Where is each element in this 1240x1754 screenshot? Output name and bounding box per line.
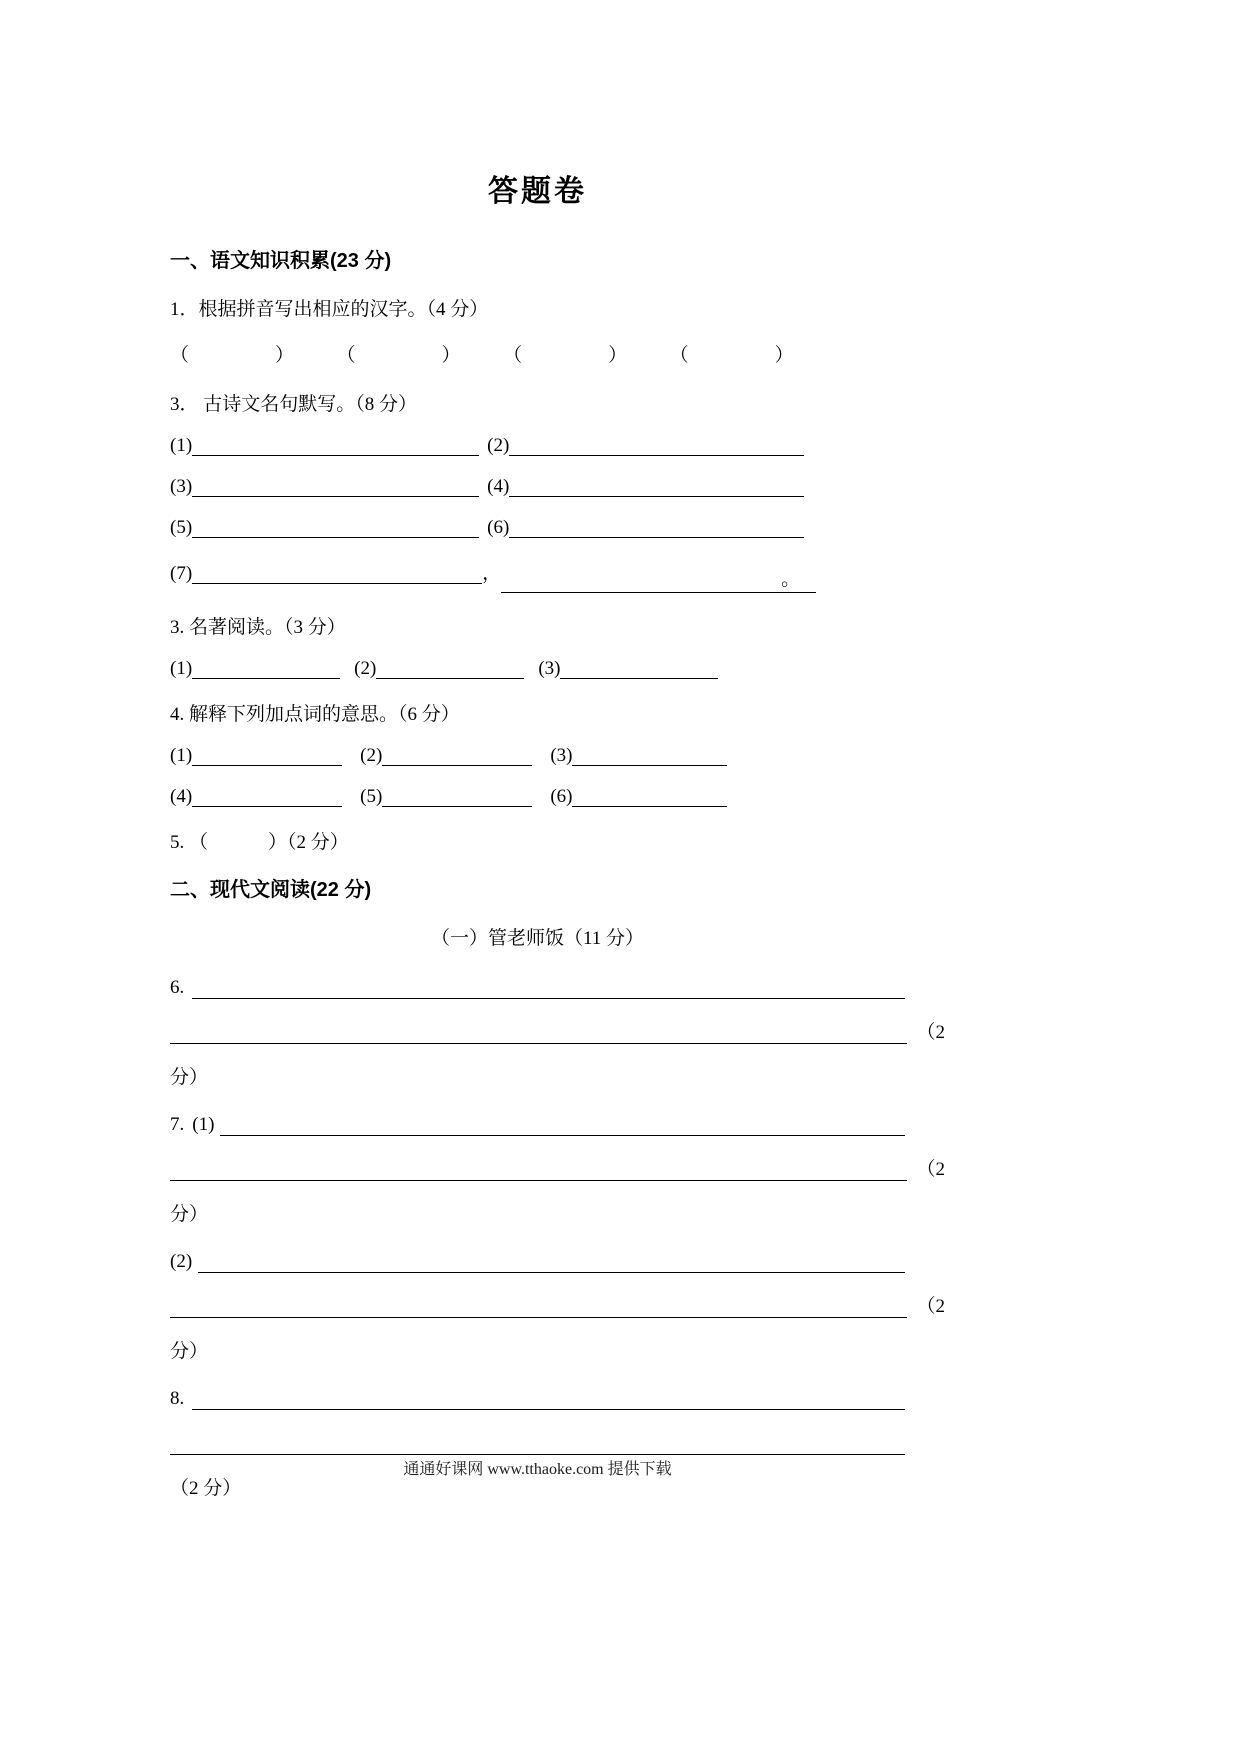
q4-row-2 — [170, 786, 945, 808]
content-area — [170, 166, 945, 1520]
q7-part2-label: (2) — [170, 1251, 193, 1272]
answer-blank — [198, 1246, 905, 1273]
passage-title: （一）管老师饭（11 分） — [430, 928, 645, 949]
q2-row-3 — [170, 517, 945, 539]
item-label: (2) — [354, 658, 377, 679]
q7-part2-line-1 — [170, 1246, 905, 1273]
item-label: (3) — [170, 476, 193, 497]
answer-blank — [572, 804, 727, 807]
q2-row-4 — [170, 558, 945, 593]
item-label: (4) — [487, 476, 510, 497]
q7-part2-line-2 — [170, 1291, 945, 1318]
section1-heading: 一、语文知识积累(23 分) — [170, 250, 392, 272]
item-label: (2) — [487, 435, 510, 456]
open-paren: （ — [189, 832, 209, 853]
q8-label: 8. — [170, 1388, 185, 1409]
item-label: (4) — [170, 786, 193, 807]
q2-row-2 — [170, 476, 945, 498]
q6-label: 6. — [170, 977, 185, 998]
q3-label: 3. 名著阅读。（3 分） — [170, 617, 346, 638]
item-label: (1) — [170, 435, 193, 456]
q4-row-1 — [170, 745, 945, 767]
score-label: （2 — [916, 1159, 945, 1180]
answer-blank: 。 — [501, 569, 816, 593]
q6-line-2 — [170, 1017, 945, 1044]
close-paren: ） — [441, 345, 461, 366]
footer-text: 通通好课网 www.tthaoke.com 提供下载 — [403, 1461, 672, 1478]
item-label: (6) — [487, 517, 510, 538]
score-label: （2 — [916, 1296, 945, 1317]
close-paren: ） — [608, 345, 628, 366]
q7-part1-line-2 — [170, 1154, 945, 1181]
answer-blank — [170, 1291, 907, 1318]
item-label: (3) — [550, 745, 573, 766]
answer-blank — [376, 676, 524, 679]
item-label: (5) — [360, 786, 383, 807]
q1-blank-pair — [170, 345, 294, 366]
answer-blank — [192, 494, 479, 497]
score-label: （2 — [916, 1022, 945, 1043]
item-label: (6) — [550, 786, 573, 807]
q4-label: 4. 解释下列加点词的意思。（6 分） — [170, 704, 460, 725]
item-label: (2) — [360, 745, 383, 766]
q1-blanks-row — [170, 340, 945, 367]
close-paren: ） — [275, 345, 295, 366]
q3-row — [170, 658, 945, 680]
answer-blank — [170, 1154, 907, 1181]
answer-blank — [382, 763, 532, 766]
answer-blank — [192, 581, 482, 584]
item-label: (7) — [170, 563, 193, 584]
answer-blank — [192, 676, 340, 679]
answer-blank — [192, 972, 905, 999]
q5-label: 5. — [170, 832, 185, 853]
answer-blank — [509, 494, 804, 497]
close-paren: ） — [268, 832, 288, 853]
q7-label: 7. — [170, 1114, 185, 1135]
open-paren: （ — [170, 345, 190, 366]
comma-mark: ， — [482, 563, 502, 584]
answer-blank — [382, 804, 532, 807]
answer-blank — [192, 763, 342, 766]
q6-line-1 — [170, 972, 905, 999]
q7-part1-label: (1) — [192, 1114, 215, 1135]
item-label: (1) — [170, 745, 193, 766]
answer-blank — [192, 804, 342, 807]
q2-label: 3． 古诗文名句默写。（8 分） — [170, 394, 418, 415]
answer-blank — [560, 676, 718, 679]
item-label: (3) — [538, 658, 561, 679]
q8-line-2 — [170, 1428, 905, 1455]
answer-blank — [220, 1109, 905, 1136]
answer-blank — [192, 535, 479, 538]
answer-blank — [170, 1428, 905, 1455]
close-paren: ） — [774, 345, 794, 366]
answer-blank — [572, 763, 727, 766]
open-paren: （ — [346, 345, 356, 366]
score-label: （2 分） — [287, 832, 349, 853]
item-label: (1) — [170, 658, 193, 679]
q2-row-1 — [170, 435, 945, 457]
open-paren: （ — [679, 345, 689, 366]
page-title: 答题卷 — [488, 175, 587, 208]
q6-score-wrap: 分） — [170, 1067, 209, 1088]
answer-blank — [192, 453, 479, 456]
answer-blank — [192, 1383, 905, 1410]
q8-score: （2 分） — [170, 1478, 242, 1499]
item-label: (5) — [170, 517, 193, 538]
q1-blank-pair — [346, 345, 461, 366]
q7-part1-score-wrap: 分） — [170, 1204, 209, 1225]
q7-part2-score-wrap: 分） — [170, 1341, 209, 1362]
answer-blank — [509, 453, 804, 456]
section2-heading: 二、现代文阅读(22 分) — [170, 879, 372, 901]
q5-row — [170, 827, 945, 854]
q1-blank-pair — [513, 345, 628, 366]
q7-part1-line-1 — [170, 1109, 905, 1136]
answer-blank — [170, 1017, 907, 1044]
q1-blank-pair — [679, 345, 794, 366]
q8-line-1 — [170, 1383, 905, 1410]
open-paren: （ — [512, 345, 523, 366]
answer-blank — [509, 535, 804, 538]
q1-label: 1．根据拼音写出相应的汉字。（4 分） — [170, 299, 489, 320]
